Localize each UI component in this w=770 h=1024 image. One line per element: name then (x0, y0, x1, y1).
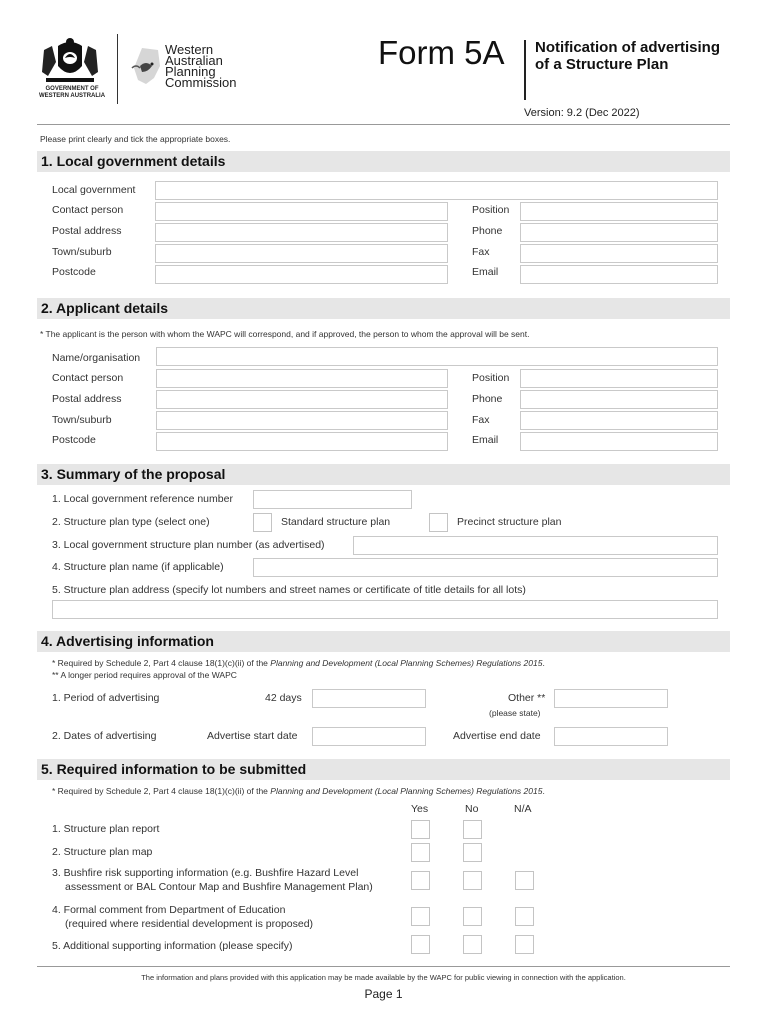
advertise-end-date-input[interactable] (554, 727, 668, 746)
structure-plan-map-yes-checkbox[interactable] (411, 843, 430, 862)
item-bushfire-info-line2: assessment or BAL Contour Map and Bushfire Management Plan) (65, 881, 373, 893)
applicant-town-suburb-input[interactable] (156, 411, 448, 430)
phone-input[interactable] (520, 223, 718, 242)
column-yes: Yes (411, 803, 429, 815)
bushfire-info-no-checkbox[interactable] (463, 871, 482, 890)
department-of-education-no-checkbox[interactable] (463, 907, 482, 926)
label-applicant-contact-person: Contact person (52, 372, 124, 384)
item-bushfire-info: 3. Bushfire risk supporting information (e.g. Bushfire Hazard Level (52, 867, 359, 879)
bushfire-info-yes-checkbox[interactable] (411, 871, 430, 890)
lg-structure-plan-number-input[interactable] (353, 536, 718, 555)
applicant-position-input[interactable] (520, 369, 718, 388)
additional-info-yes-checkbox[interactable] (411, 935, 430, 954)
label-standard-structure-plan: Standard structure plan (281, 516, 391, 528)
label-contact-person: Contact person (52, 204, 124, 216)
label-other: Other ** (508, 692, 546, 704)
structure-plan-name-input[interactable] (253, 558, 718, 577)
label-applicant-postcode: Postcode (52, 434, 96, 446)
department-of-education-na-checkbox[interactable] (515, 907, 534, 926)
item-department-of-education-line2: (required where residential development is proposed) (65, 918, 314, 930)
version: Version: 9.2 (Dec 2022) (524, 107, 640, 119)
gov-label: GOVERNMENT OF WESTERN AUSTRALIA (38, 86, 106, 99)
label-fax: Fax (472, 246, 490, 258)
advertising-note-2: ** A longer period requires approval of the WAPC (52, 670, 237, 680)
label-local-government: Local government (52, 184, 136, 196)
position-input[interactable] (520, 202, 718, 221)
label-name-organisation: Name/organisation (52, 352, 141, 364)
label-please-state: (please state) (489, 708, 541, 718)
item-structure-plan-report: 1. Structure plan report (52, 823, 160, 835)
structure-plan-map-no-checkbox[interactable] (463, 843, 482, 862)
label-email: Email (472, 266, 499, 278)
applicant-phone-input[interactable] (520, 390, 718, 409)
title-divider (524, 40, 526, 100)
item-department-of-education: 4. Formal comment from Department of Education (52, 904, 286, 916)
applicant-postal-address-input[interactable] (156, 390, 448, 409)
wapc-logo-icon (128, 44, 162, 88)
item-additional-supporting-info: 5. Additional supporting information (please specify) (52, 940, 293, 952)
label-lg-structure-plan-number: 3. Local government structure plan number (as advertised) (52, 539, 325, 551)
form-number: Form 5A (378, 34, 505, 71)
applicant-email-input[interactable] (520, 432, 718, 451)
other-period-input[interactable] (554, 689, 668, 708)
structure-plan-report-yes-checkbox[interactable] (411, 820, 430, 839)
label-applicant-phone: Phone (472, 393, 503, 405)
label-applicant-position: Position (472, 372, 510, 384)
label-42-days: 42 days (265, 692, 302, 704)
label-lg-reference-number: 1. Local government reference number (52, 493, 233, 505)
department-of-education-yes-checkbox[interactable] (411, 907, 430, 926)
header-divider (117, 34, 118, 104)
instruction: Please print clearly and tick the appropriate boxes. (40, 134, 231, 144)
label-dates-of-advertising: 2. Dates of advertising (52, 730, 157, 742)
label-structure-plan-type: 2. Structure plan type (select one) (52, 516, 210, 528)
applicant-postcode-input[interactable] (156, 432, 448, 451)
applicant-note: * The applicant is the person with whom the WAPC will correspond, and if approved, the person to whom the approval will be sent. (40, 329, 530, 339)
name-organisation-input[interactable] (156, 347, 718, 366)
label-postal-address: Postal address (52, 225, 122, 237)
fax-input[interactable] (520, 244, 718, 263)
column-no: No (465, 803, 479, 815)
label-advertise-start-date: Advertise start date (207, 730, 298, 742)
bushfire-info-na-checkbox[interactable] (515, 871, 534, 890)
local-government-input[interactable] (155, 181, 718, 200)
label-applicant-town-suburb: Town/suburb (52, 414, 112, 426)
wapc-name: Western Australian Planning Commission (165, 42, 237, 90)
postal-address-input[interactable] (155, 223, 448, 242)
label-advertise-end-date: Advertise end date (453, 730, 541, 742)
form-title: Notification of advertising of a Structure Plan (535, 39, 721, 73)
label-applicant-email: Email (472, 434, 499, 446)
label-position: Position (472, 204, 510, 216)
town-suburb-input[interactable] (155, 244, 448, 263)
contact-person-input[interactable] (155, 202, 448, 221)
42-days-input[interactable] (312, 689, 426, 708)
label-postcode: Postcode (52, 266, 96, 278)
section-4-header: 4. Advertising information (37, 631, 730, 652)
required-info-note: * Required by Schedule 2, Part 4 clause 18(1)(c)(ii) of the Planning and Development (Local Planning Schemes) Regulations 2015. (52, 786, 545, 796)
postcode-input[interactable] (155, 265, 448, 284)
label-structure-plan-address: 5. Structure plan address (specify lot numbers and street names or certificate of title details for all lots) (52, 584, 526, 596)
section-5-header: 5. Required information to be submitted (37, 759, 730, 780)
footer-disclaimer: The information and plans provided with this application may be made available by the WAPC for public viewing in connection with the application. (141, 973, 626, 982)
section-1-header: 1. Local government details (37, 151, 730, 172)
wa-government-crest (38, 36, 102, 88)
label-phone: Phone (472, 225, 503, 237)
lg-reference-number-input[interactable] (253, 490, 412, 509)
header-rule (37, 124, 730, 125)
page-number: Page 1 (364, 987, 403, 1001)
label-precinct-structure-plan: Precinct structure plan (457, 516, 562, 528)
label-applicant-postal-address: Postal address (52, 393, 122, 405)
email-input[interactable] (520, 265, 718, 284)
structure-plan-report-no-checkbox[interactable] (463, 820, 482, 839)
advertise-start-date-input[interactable] (312, 727, 426, 746)
applicant-fax-input[interactable] (520, 411, 718, 430)
standard-structure-plan-checkbox[interactable] (253, 513, 272, 532)
precinct-structure-plan-checkbox[interactable] (429, 513, 448, 532)
label-structure-plan-name: 4. Structure plan name (if applicable) (52, 561, 224, 573)
column-na: N/A (514, 803, 532, 815)
item-structure-plan-map: 2. Structure plan map (52, 846, 153, 858)
additional-info-no-checkbox[interactable] (463, 935, 482, 954)
applicant-contact-person-input[interactable] (156, 369, 448, 388)
footer-rule (37, 966, 730, 967)
label-town-suburb: Town/suburb (52, 246, 112, 258)
section-3-header: 3. Summary of the proposal (37, 464, 730, 485)
section-2-header: 2. Applicant details (37, 298, 730, 319)
structure-plan-address-input[interactable] (52, 600, 718, 619)
label-applicant-fax: Fax (472, 414, 490, 426)
advertising-note-1: * Required by Schedule 2, Part 4 clause 18(1)(c)(ii) of the Planning and Development (Local Planning Schemes) Regulations 2015. (52, 658, 545, 668)
label-period-of-advertising: 1. Period of advertising (52, 692, 160, 704)
additional-info-na-checkbox[interactable] (515, 935, 534, 954)
